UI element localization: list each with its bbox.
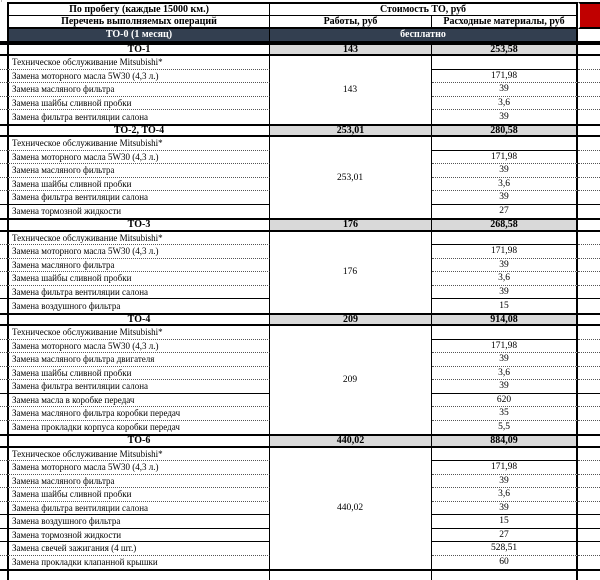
operation-label-cell: Замена шайбы сливной пробки bbox=[7, 367, 270, 381]
table-header-row-1 bbox=[0, 2, 600, 16]
operation-label-cell: Замена масла в коробке передач bbox=[7, 394, 270, 408]
material-cost-cell: 171,98 bbox=[432, 461, 578, 475]
right-gutter-cell bbox=[578, 434, 600, 448]
operation-label-cell: Замена воздушного фильтра bbox=[7, 515, 270, 529]
section-header-row bbox=[0, 218, 600, 232]
operation-label-cell: Замена фильтра вентиляции салона bbox=[7, 286, 270, 300]
right-gutter-cell bbox=[578, 515, 600, 529]
right-gutter-cell bbox=[578, 353, 600, 367]
left-gutter-cell bbox=[0, 367, 7, 381]
operation-label-cell: Замена фильтра вентиляции салона bbox=[7, 191, 270, 205]
left-gutter-cell bbox=[0, 110, 7, 124]
left-gutter-cell bbox=[0, 434, 7, 448]
material-cost-cell: 27 bbox=[432, 529, 578, 543]
operation-label-cell: Техническое обслуживание Mitsubishi* bbox=[7, 232, 270, 246]
material-cost-cell: 39 bbox=[432, 110, 578, 124]
material-cost-cell: 15 bbox=[432, 299, 578, 313]
section-body bbox=[0, 326, 600, 434]
service-section bbox=[0, 124, 600, 219]
right-gutter-cell bbox=[578, 191, 600, 205]
works-header-cell: Работы, руб bbox=[270, 16, 432, 30]
right-gutter-cell bbox=[578, 83, 600, 97]
right-gutter-cell bbox=[578, 205, 600, 219]
operation-label-cell: Техническое обслуживание Mitsubishi* bbox=[7, 137, 270, 151]
right-gutter-cell bbox=[578, 272, 600, 286]
material-cost-cell: 171,98 bbox=[432, 340, 578, 354]
left-gutter-cell bbox=[0, 407, 7, 421]
operation-label-cell: Замена шайбы сливной пробки bbox=[7, 178, 270, 192]
left-gutter-cell bbox=[0, 178, 7, 192]
operation-label-cell: Замена моторного масла 5W30 (4,3 л.) bbox=[7, 151, 270, 165]
operation-label-cell: Замена масляного фильтра коробки передач bbox=[7, 407, 270, 421]
left-gutter-cell bbox=[0, 340, 7, 354]
left-gutter-cell bbox=[0, 232, 7, 246]
right-gutter-cell bbox=[578, 151, 600, 165]
right-gutter-cell bbox=[578, 286, 600, 300]
section-body bbox=[0, 137, 600, 218]
cost-header-cell: Стоимость ТО, руб bbox=[270, 2, 578, 16]
operation-label-cell: Техническое обслуживание Mitsubishi* bbox=[7, 448, 270, 462]
material-cost-cell: 39 bbox=[432, 380, 578, 394]
right-gutter-cell bbox=[578, 97, 600, 111]
left-gutter-cell bbox=[0, 461, 7, 475]
operation-label-cell: Техническое обслуживание Mitsubishi* bbox=[7, 56, 270, 70]
right-gutter-cell bbox=[578, 124, 600, 138]
section-body bbox=[0, 56, 600, 124]
right-gutter-cell bbox=[578, 502, 600, 516]
material-cost-cell: 39 bbox=[432, 475, 578, 489]
operations-header-cell: Перечень выполняемых операций bbox=[7, 16, 270, 30]
right-gutter-cell bbox=[578, 110, 600, 124]
section-materials-total-cell: 884,09 bbox=[432, 434, 578, 448]
left-gutter-cell bbox=[0, 218, 7, 232]
right-gutter-cell bbox=[578, 475, 600, 489]
right-gutter-cell bbox=[578, 56, 600, 70]
works-merged-value: 253,01 bbox=[336, 172, 364, 183]
material-cost-cell: 15 bbox=[432, 515, 578, 529]
material-cost-cell: 3,6 bbox=[432, 488, 578, 502]
operation-label-cell: Замена моторного масла 5W30 (4,3 л.) bbox=[7, 461, 270, 475]
material-cost-cell: 3,6 bbox=[432, 178, 578, 192]
service-section bbox=[0, 434, 600, 569]
left-gutter-cell bbox=[0, 2, 7, 16]
material-cost-cell: 39 bbox=[432, 191, 578, 205]
material-cost-cell: 3,6 bbox=[432, 97, 578, 111]
right-gutter-cell bbox=[578, 137, 600, 151]
left-gutter-cell bbox=[0, 515, 7, 529]
material-cost-cell: 5,5 bbox=[432, 421, 578, 435]
right-gutter-cell bbox=[578, 70, 600, 84]
right-gutter-cell bbox=[578, 164, 600, 178]
left-gutter-cell bbox=[0, 151, 7, 165]
left-gutter-cell bbox=[0, 56, 7, 70]
section-works-total-cell: 253,01 bbox=[270, 124, 432, 138]
works-merged-value: 143 bbox=[342, 84, 358, 95]
maintenance-cost-table bbox=[0, 2, 600, 580]
material-cost-cell bbox=[432, 232, 578, 246]
section-body bbox=[0, 448, 600, 570]
left-gutter-cell bbox=[0, 43, 7, 57]
operation-label-cell: Замена масляного фильтра bbox=[7, 475, 270, 489]
operation-label-cell: Замена фильтра вентиляции салона bbox=[7, 502, 270, 516]
right-gutter-cell bbox=[578, 29, 600, 43]
right-gutter-cell bbox=[578, 529, 600, 543]
operation-label-cell: Замена моторного масла 5W30 (4,3 л.) bbox=[7, 70, 270, 84]
table-header-row-2 bbox=[0, 16, 600, 30]
operation-label-cell: Замена фильтра вентиляции салона bbox=[7, 380, 270, 394]
empty-cell bbox=[7, 569, 270, 580]
operation-label-cell: Замена свечей зажигания (4 шт.) bbox=[7, 542, 270, 556]
materials-header-cell: Расходные материалы, руб bbox=[432, 16, 578, 30]
section-works-total-cell: 209 bbox=[270, 313, 432, 327]
left-gutter-cell bbox=[0, 529, 7, 543]
right-gutter-cell bbox=[578, 367, 600, 381]
material-cost-cell: 39 bbox=[432, 259, 578, 273]
left-gutter-cell bbox=[0, 326, 7, 340]
service-section bbox=[0, 218, 600, 313]
empty-cell bbox=[270, 569, 432, 580]
operation-label-cell: Замена воздушного фильтра bbox=[7, 299, 270, 313]
service-section bbox=[0, 43, 600, 124]
to0-label-cell: ТО-0 (1 месяц) bbox=[7, 29, 270, 43]
operation-label-cell: Замена тормозной жидкости bbox=[7, 205, 270, 219]
material-cost-cell bbox=[432, 326, 578, 340]
material-cost-cell: 171,98 bbox=[432, 70, 578, 84]
operation-label-cell: Замена масляного фильтра двигателя bbox=[7, 353, 270, 367]
to0-free-cell: бесплатно bbox=[270, 29, 578, 43]
right-gutter-cell bbox=[578, 299, 600, 313]
left-gutter-cell bbox=[0, 353, 7, 367]
section-works-total-cell: 143 bbox=[270, 43, 432, 57]
operation-label-cell: Замена масляного фильтра bbox=[7, 83, 270, 97]
right-gutter-cell bbox=[578, 448, 600, 462]
mileage-header-cell: По пробегу (каждые 15000 км.) bbox=[7, 2, 270, 16]
left-gutter-cell bbox=[0, 245, 7, 259]
operation-label-cell: Замена тормозной жидкости bbox=[7, 529, 270, 543]
section-name-cell: ТО-3 bbox=[7, 218, 270, 232]
operation-label-cell: Замена фильтра вентиляции салона bbox=[7, 110, 270, 124]
material-cost-cell: 39 bbox=[432, 502, 578, 516]
section-name-cell: ТО-6 bbox=[7, 434, 270, 448]
left-gutter-cell bbox=[0, 137, 7, 151]
right-gutter-cell bbox=[578, 232, 600, 246]
left-gutter-cell bbox=[0, 313, 7, 327]
material-cost-cell: 35 bbox=[432, 407, 578, 421]
material-cost-cell: 39 bbox=[432, 83, 578, 97]
service-section bbox=[0, 313, 600, 435]
left-gutter-cell bbox=[0, 299, 7, 313]
left-gutter-cell bbox=[0, 475, 7, 489]
section-header-row bbox=[0, 124, 600, 138]
left-gutter-cell bbox=[0, 569, 7, 580]
left-gutter-cell bbox=[0, 380, 7, 394]
operation-label-cell: Замена моторного масла 5W30 (4,3 л.) bbox=[7, 245, 270, 259]
material-cost-cell bbox=[432, 56, 578, 70]
material-cost-cell: 60 bbox=[432, 556, 578, 570]
section-name-cell: ТО-2, ТО-4 bbox=[7, 124, 270, 138]
left-gutter-cell bbox=[0, 70, 7, 84]
right-gutter-cell bbox=[578, 245, 600, 259]
red-cropped-cell bbox=[578, 16, 600, 30]
material-cost-cell: 171,98 bbox=[432, 245, 578, 259]
right-gutter-cell bbox=[578, 407, 600, 421]
material-cost-cell bbox=[432, 137, 578, 151]
operation-label-cell: Техническое обслуживание Mitsubishi* bbox=[7, 326, 270, 340]
left-gutter-cell bbox=[0, 502, 7, 516]
section-header-row bbox=[0, 434, 600, 448]
right-gutter-cell bbox=[578, 218, 600, 232]
left-gutter-cell bbox=[0, 259, 7, 273]
right-gutter-cell bbox=[578, 556, 600, 570]
right-gutter-cell bbox=[578, 43, 600, 57]
left-gutter-cell bbox=[0, 83, 7, 97]
left-gutter-cell bbox=[0, 542, 7, 556]
left-gutter-cell bbox=[0, 421, 7, 435]
section-header-row bbox=[0, 313, 600, 327]
material-cost-cell: 3,6 bbox=[432, 272, 578, 286]
material-cost-cell: 528,51 bbox=[432, 542, 578, 556]
left-gutter-cell bbox=[0, 205, 7, 219]
right-gutter-cell bbox=[578, 542, 600, 556]
section-materials-total-cell: 280,58 bbox=[432, 124, 578, 138]
left-gutter-cell bbox=[0, 272, 7, 286]
operation-label-cell: Замена прокладки корпуса коробки передач bbox=[7, 421, 270, 435]
left-gutter-cell bbox=[0, 286, 7, 300]
right-gutter-cell bbox=[578, 394, 600, 408]
right-gutter-cell bbox=[578, 421, 600, 435]
section-works-total-cell: 176 bbox=[270, 218, 432, 232]
operation-label-cell: Замена шайбы сливной пробки bbox=[7, 272, 270, 286]
left-gutter-cell bbox=[0, 191, 7, 205]
material-cost-cell: 39 bbox=[432, 353, 578, 367]
left-gutter-cell bbox=[0, 164, 7, 178]
material-cost-cell: 620 bbox=[432, 394, 578, 408]
material-cost-cell: 171,98 bbox=[432, 151, 578, 165]
works-merged-value: 440,02 bbox=[336, 503, 364, 514]
left-gutter-cell bbox=[0, 448, 7, 462]
right-gutter-cell bbox=[578, 326, 600, 340]
left-gutter-cell bbox=[0, 394, 7, 408]
right-gutter-cell bbox=[578, 259, 600, 273]
left-gutter-cell bbox=[0, 16, 7, 30]
works-merged-value: 176 bbox=[342, 267, 358, 277]
operation-label-cell: Замена прокладки клапанной крышки bbox=[7, 556, 270, 570]
right-gutter-cell bbox=[578, 313, 600, 327]
right-gutter-cell bbox=[578, 178, 600, 192]
left-gutter-cell bbox=[0, 556, 7, 570]
right-gutter-cell bbox=[578, 461, 600, 475]
section-materials-total-cell: 268,58 bbox=[432, 218, 578, 232]
section-name-cell: ТО-4 bbox=[7, 313, 270, 327]
left-gutter-cell bbox=[0, 97, 7, 111]
section-materials-total-cell: 253,58 bbox=[432, 43, 578, 57]
section-materials-total-cell: 914,08 bbox=[432, 313, 578, 327]
red-cropped-cell bbox=[578, 2, 600, 16]
right-gutter-cell bbox=[578, 569, 600, 580]
section-works-total-cell: 440,02 bbox=[270, 434, 432, 448]
right-gutter-cell bbox=[578, 340, 600, 354]
section-name-cell: ТО-1 bbox=[7, 43, 270, 57]
material-cost-cell: 27 bbox=[432, 205, 578, 219]
works-merged-value: 209 bbox=[342, 375, 358, 385]
operation-label-cell: Замена шайбы сливной пробки bbox=[7, 488, 270, 502]
operation-label-cell: Замена шайбы сливной пробки bbox=[7, 97, 270, 111]
to0-free-row bbox=[0, 29, 600, 43]
section-body bbox=[0, 232, 600, 313]
right-gutter-cell bbox=[578, 488, 600, 502]
operation-label-cell: Замена моторного масла 5W30 (4,3 л.) bbox=[7, 340, 270, 354]
operation-label-cell: Замена масляного фильтра bbox=[7, 259, 270, 273]
left-gutter-cell bbox=[0, 488, 7, 502]
material-cost-cell: 3,6 bbox=[432, 367, 578, 381]
right-gutter-cell bbox=[578, 380, 600, 394]
operation-label-cell: Замена масляного фильтра bbox=[7, 164, 270, 178]
empty-cell bbox=[432, 569, 578, 580]
left-gutter-cell bbox=[0, 124, 7, 138]
cropped-bottom-row bbox=[0, 569, 600, 580]
material-cost-cell bbox=[432, 448, 578, 462]
left-gutter-cell bbox=[0, 29, 7, 43]
section-header-row bbox=[0, 43, 600, 57]
service-sections bbox=[0, 43, 600, 570]
material-cost-cell: 39 bbox=[432, 164, 578, 178]
material-cost-cell: 39 bbox=[432, 286, 578, 300]
